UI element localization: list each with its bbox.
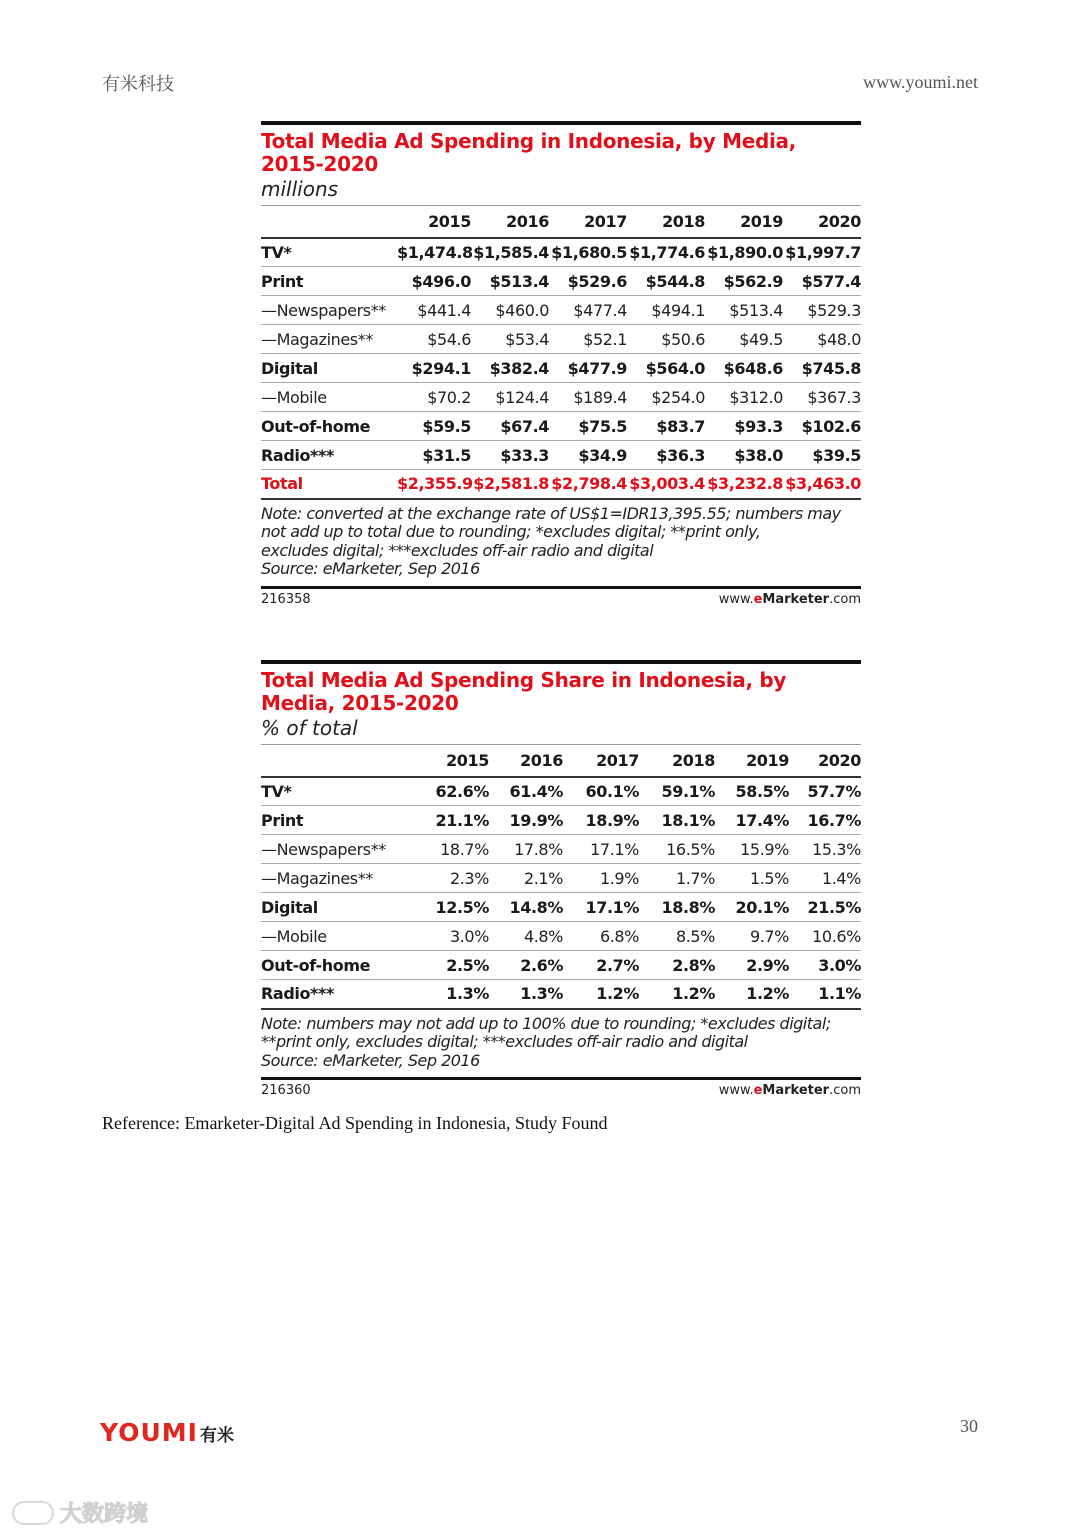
table-cell: 18.8% bbox=[639, 893, 715, 922]
brand-prefix: www. bbox=[718, 591, 754, 607]
table-row bbox=[261, 441, 861, 470]
row-label: Total bbox=[261, 470, 397, 499]
table-cell: 18.1% bbox=[639, 806, 715, 835]
chart-id: 216360 bbox=[261, 1083, 311, 1098]
table-cell: 3.0% bbox=[789, 951, 861, 980]
watermark-icon bbox=[12, 1501, 54, 1525]
data-grid bbox=[261, 744, 861, 1010]
logo-cjk: 有米 bbox=[199, 1426, 234, 1446]
note-line: Note: numbers may not add up to 100% due to rounding; *excludes digital; bbox=[261, 1013, 831, 1033]
table-cell: 3.0% bbox=[411, 922, 489, 951]
brand-prefix: www. bbox=[718, 1083, 754, 1098]
row-label: —Mobile bbox=[261, 383, 397, 412]
table-row bbox=[261, 296, 861, 325]
table-cell: $3,003.4 bbox=[627, 470, 705, 499]
table-cell: 19.9% bbox=[489, 806, 563, 835]
table-cell: 10.6% bbox=[789, 922, 861, 951]
table-cell: $1,585.4 bbox=[471, 238, 549, 267]
table-cell: $1,997.7 bbox=[783, 238, 861, 267]
table-cell: $48.0 bbox=[783, 325, 861, 354]
table-cell: 18.9% bbox=[563, 806, 639, 835]
row-label: —Newspapers** bbox=[261, 835, 411, 864]
table-row bbox=[261, 238, 861, 267]
table-title: Total Media Ad Spending Share in Indonesia, by Media, 2015-2020 bbox=[261, 668, 787, 715]
table-cell: 1.7% bbox=[639, 864, 715, 893]
brand-suffix: .com bbox=[829, 1083, 861, 1098]
table-cell: $294.1 bbox=[397, 354, 471, 383]
table-cell: $577.4 bbox=[783, 267, 861, 296]
table-cell: $1,474.8 bbox=[397, 238, 471, 267]
watermark bbox=[12, 1497, 148, 1528]
table-cell: 2.3% bbox=[411, 864, 489, 893]
row-label: —Magazines** bbox=[261, 325, 397, 354]
row-label: —Newspapers** bbox=[261, 296, 397, 325]
data-grid bbox=[261, 205, 861, 500]
header-company: 有米科技 bbox=[102, 74, 174, 95]
table-cell: $189.4 bbox=[549, 383, 627, 412]
table-cell: $2,355.9 bbox=[397, 470, 471, 499]
table-cell: $1,774.6 bbox=[627, 238, 705, 267]
table-cell: 6.8% bbox=[563, 922, 639, 951]
table-cell: $102.6 bbox=[783, 412, 861, 441]
table-cell: $494.1 bbox=[627, 296, 705, 325]
table-cell: $460.0 bbox=[471, 296, 549, 325]
table-row bbox=[261, 354, 861, 383]
table-cell: $496.0 bbox=[397, 267, 471, 296]
table-top-rule bbox=[261, 660, 861, 664]
note-line: excludes digital; ***excludes off-air radio and digital bbox=[261, 540, 654, 560]
table-subtitle: % of total bbox=[261, 716, 358, 740]
year-header: 2017 bbox=[563, 745, 639, 777]
row-label: Radio*** bbox=[261, 441, 397, 470]
table-cell: $2,581.8 bbox=[471, 470, 549, 499]
table-cell: 2.8% bbox=[639, 951, 715, 980]
table-cell: $83.7 bbox=[627, 412, 705, 441]
table-footer bbox=[261, 1077, 861, 1101]
emarketer-link[interactable] bbox=[719, 1083, 861, 1098]
row-label: Print bbox=[261, 806, 411, 835]
table-cell: 17.8% bbox=[489, 835, 563, 864]
table-cell: 58.5% bbox=[715, 777, 789, 806]
table-cell: $59.5 bbox=[397, 412, 471, 441]
row-label: Out-of-home bbox=[261, 412, 397, 441]
table-cell: $441.4 bbox=[397, 296, 471, 325]
table-cell: 17.1% bbox=[563, 893, 639, 922]
table-top-rule bbox=[261, 121, 861, 125]
year-header: 2020 bbox=[789, 745, 861, 777]
table-cell: 1.5% bbox=[715, 864, 789, 893]
table-cell: 17.1% bbox=[563, 835, 639, 864]
note-line: Source: eMarketer, Sep 2016 bbox=[261, 559, 480, 578]
table-cell: 4.8% bbox=[489, 922, 563, 951]
table-cell: 2.9% bbox=[715, 951, 789, 980]
table-cell: $367.3 bbox=[783, 383, 861, 412]
table-cell: $513.4 bbox=[705, 296, 783, 325]
table-cell: 17.4% bbox=[715, 806, 789, 835]
ad-share-table bbox=[261, 660, 861, 1101]
table-cell: $1,890.0 bbox=[705, 238, 783, 267]
row-label: TV* bbox=[261, 238, 397, 267]
table-cell: $34.9 bbox=[549, 441, 627, 470]
table-cell: 16.7% bbox=[789, 806, 861, 835]
year-header: 2016 bbox=[489, 745, 563, 777]
table-row bbox=[261, 806, 861, 835]
table-cell: $477.9 bbox=[549, 354, 627, 383]
table-cell: 1.3% bbox=[411, 980, 489, 1009]
year-header: 2018 bbox=[627, 206, 705, 238]
table-cell: 59.1% bbox=[639, 777, 715, 806]
table-cell: $477.4 bbox=[549, 296, 627, 325]
note-line: Note: converted at the exchange rate of US$1=IDR13,395.55; numbers may bbox=[261, 503, 841, 523]
table-row bbox=[261, 893, 861, 922]
table-cell: 15.3% bbox=[789, 835, 861, 864]
table-row bbox=[261, 835, 861, 864]
table-cell: 2.7% bbox=[563, 951, 639, 980]
table-cell: 21.1% bbox=[411, 806, 489, 835]
table-cell: $52.1 bbox=[549, 325, 627, 354]
table-cell: $93.3 bbox=[705, 412, 783, 441]
table-cell: 16.5% bbox=[639, 835, 715, 864]
table-cell: 18.7% bbox=[411, 835, 489, 864]
table-cell: $562.9 bbox=[705, 267, 783, 296]
page-number: 30 bbox=[960, 1416, 978, 1436]
table-cell: $31.5 bbox=[397, 441, 471, 470]
reference-text: Reference: Emarketer-Digital Ad Spending in Indonesia, Study Found bbox=[102, 1113, 608, 1133]
table-row bbox=[261, 325, 861, 354]
year-header: 2020 bbox=[783, 206, 861, 238]
table-cell: $254.0 bbox=[627, 383, 705, 412]
brand-name: Marketer bbox=[762, 591, 830, 607]
year-header: 2019 bbox=[715, 745, 789, 777]
table-cell: 9.7% bbox=[715, 922, 789, 951]
table-cell: $70.2 bbox=[397, 383, 471, 412]
table-cell: 2.1% bbox=[489, 864, 563, 893]
brand-name: Marketer bbox=[762, 1083, 830, 1098]
table-cell: $38.0 bbox=[705, 441, 783, 470]
table-cell: $33.3 bbox=[471, 441, 549, 470]
table-cell: 15.9% bbox=[715, 835, 789, 864]
youmi-logo bbox=[100, 1418, 234, 1447]
table-cell: 1.2% bbox=[563, 980, 639, 1009]
year-header: 2015 bbox=[411, 745, 489, 777]
table-cell: $50.6 bbox=[627, 325, 705, 354]
row-label: —Mobile bbox=[261, 922, 411, 951]
table-row bbox=[261, 922, 861, 951]
table-cell: $544.8 bbox=[627, 267, 705, 296]
note-line: **print only, excludes digital; ***excludes off-air radio and digital bbox=[261, 1032, 748, 1051]
table-cell: 2.5% bbox=[411, 951, 489, 980]
table-note bbox=[261, 1015, 861, 1071]
watermark-text: 大数跨境 bbox=[60, 1502, 149, 1527]
table-cell: $75.5 bbox=[549, 412, 627, 441]
table-cell: $36.3 bbox=[627, 441, 705, 470]
table-cell: $49.5 bbox=[705, 325, 783, 354]
table-cell: 14.8% bbox=[489, 893, 563, 922]
row-label: Radio*** bbox=[261, 980, 411, 1009]
table-cell: 1.4% bbox=[789, 864, 861, 893]
table-cell: $529.3 bbox=[783, 296, 861, 325]
table-cell: 57.7% bbox=[789, 777, 861, 806]
row-label: Print bbox=[261, 267, 397, 296]
note-line: Source: eMarketer, Sep 2016 bbox=[261, 1050, 480, 1070]
row-label: —Magazines** bbox=[261, 864, 411, 893]
table-cell: $2,798.4 bbox=[549, 470, 627, 499]
brand-e: e bbox=[753, 1083, 763, 1098]
brand-e: e bbox=[753, 591, 763, 607]
year-header: 2016 bbox=[471, 206, 549, 238]
table-cell: 21.5% bbox=[789, 893, 861, 922]
table-row bbox=[261, 383, 861, 412]
table-cell: 20.1% bbox=[715, 893, 789, 922]
ad-spending-table bbox=[261, 121, 861, 610]
table-cell: $529.6 bbox=[549, 267, 627, 296]
table-row bbox=[261, 412, 861, 441]
row-label: Digital bbox=[261, 893, 411, 922]
table-cell: $1,680.5 bbox=[549, 238, 627, 267]
table-cell: $124.4 bbox=[471, 383, 549, 412]
header-cell-empty bbox=[261, 206, 397, 238]
row-label: Out-of-home bbox=[261, 951, 411, 980]
header-cell-empty bbox=[261, 745, 411, 777]
table-cell: 1.3% bbox=[489, 980, 563, 1009]
table-cell: 12.5% bbox=[411, 893, 489, 922]
emarketer-link[interactable] bbox=[719, 592, 861, 607]
header-row bbox=[261, 745, 861, 777]
table-cell: 1.2% bbox=[715, 980, 789, 1009]
table-cell: $54.6 bbox=[397, 325, 471, 354]
brand-suffix: .com bbox=[829, 591, 861, 607]
table-row bbox=[261, 951, 861, 980]
note-line: not add up to total due to rounding; *excludes digital; **print only, bbox=[261, 522, 761, 541]
table-cell: $53.4 bbox=[471, 325, 549, 354]
table-cell: $39.5 bbox=[783, 441, 861, 470]
table-row bbox=[261, 980, 861, 1009]
year-header: 2017 bbox=[549, 206, 627, 238]
table-cell: $3,463.0 bbox=[783, 470, 861, 499]
table-subtitle: millions bbox=[261, 177, 339, 201]
row-label: Digital bbox=[261, 354, 397, 383]
year-header: 2018 bbox=[639, 745, 715, 777]
table-cell: 2.6% bbox=[489, 951, 563, 980]
header-website[interactable]: www.youmi.net bbox=[863, 72, 978, 92]
year-header: 2019 bbox=[705, 206, 783, 238]
chart-id: 216358 bbox=[261, 591, 311, 607]
table-cell: 60.1% bbox=[563, 777, 639, 806]
table-cell: 61.4% bbox=[489, 777, 563, 806]
table-cell: $312.0 bbox=[705, 383, 783, 412]
table-row bbox=[261, 777, 861, 806]
table-row bbox=[261, 864, 861, 893]
table-row bbox=[261, 470, 861, 499]
year-header: 2015 bbox=[397, 206, 471, 238]
table-cell: 62.6% bbox=[411, 777, 489, 806]
table-cell: $67.4 bbox=[471, 412, 549, 441]
table-row bbox=[261, 267, 861, 296]
table-cell: 8.5% bbox=[639, 922, 715, 951]
table-cell: $3,232.8 bbox=[705, 470, 783, 499]
table-cell: $382.4 bbox=[471, 354, 549, 383]
table-cell: $648.6 bbox=[705, 354, 783, 383]
table-cell: $513.4 bbox=[471, 267, 549, 296]
table-cell: $564.0 bbox=[627, 354, 705, 383]
header-row bbox=[261, 206, 861, 238]
table-cell: $745.8 bbox=[783, 354, 861, 383]
table-footer bbox=[261, 586, 861, 610]
table-title: Total Media Ad Spending in Indonesia, by Media, 2015-2020 bbox=[261, 129, 797, 176]
row-label: TV* bbox=[261, 777, 411, 806]
table-note bbox=[261, 505, 861, 579]
table-cell: 1.9% bbox=[563, 864, 639, 893]
table-cell: 1.1% bbox=[789, 980, 861, 1009]
logo-latin: YOUMI bbox=[100, 1418, 198, 1447]
table-cell: 1.2% bbox=[639, 980, 715, 1009]
